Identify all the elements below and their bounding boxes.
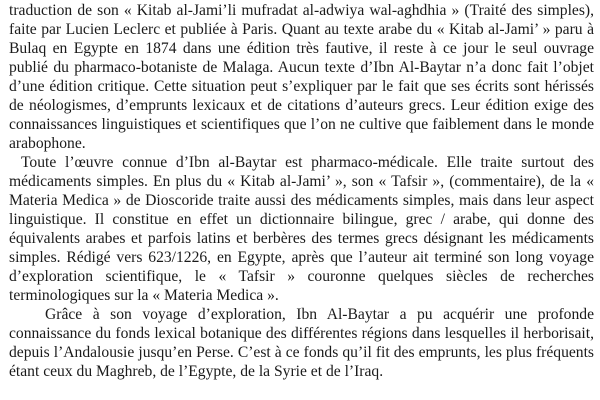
paragraph-3: Grâce à son voyage d’exploration, Ibn Al-Baytar a pu acquérir une profonde connaissance du fonds lexical botanique des différentes régions dans lesquelles il herborisait, depuis l’Andalousie jusqu’en Perse. C’est à ce fonds qu’il fit des emprunts, les plus fréquents étant ceux du Maghreb, de l’Egypte, de la Syrie et de l’Iraq. [9,306,594,380]
paragraph-2: Toute l’œuvre connue d’Ibn al-Baytar est pharmaco-médicale. Elle traite surtout des médicaments simples. En plus du « Kitab al-Jami’ », son « Tafsir », (commentaire), de la « Materia Medica » de Dioscoride traite aussi des médicaments simples, mais dans leur aspect linguistique. Il constitue en effet un dictionnaire bilingue, grec / arabe, qui donne des équivalents arabes et parfois latins et berbères des termes grecs désignant les médicaments simples. Rédigé vers 623/1226, en Egypte, après que l’auteur ait terminé son long voyage d’exploration scientifique, le « Tafsir » couronne quelques siècles de recherches terminologiques sur la « Materia Medica ». [9,154,594,304]
paragraph-1: traduction de son « Kitab al-Jami’li mufradat al-adwiya wal-aghdhia » (Traité des simples), faite par Lucien Leclerc et publiée à Paris. Quant au texte arabe du « Kitab al-Jami’ » paru à Bulaq en Egypte en 1874 dans une édition très fautive, il reste à ce jour le seul ouvrage publié du pharmaco-botaniste de Malaga. Aucun texte d’Ibn Al-Baytar n’a donc fait l’objet d’une édition critique. Cette situation peut s’expliquer par le fait que ses écrits sont hérissés de néologismes, d’emprunts lexicaux et de citations d’auteurs grecs. Leur édition exige des connaissances linguistiques et scientifiques que l’on ne cultive que faiblement dans le monde arabophone. [9,2,594,152]
